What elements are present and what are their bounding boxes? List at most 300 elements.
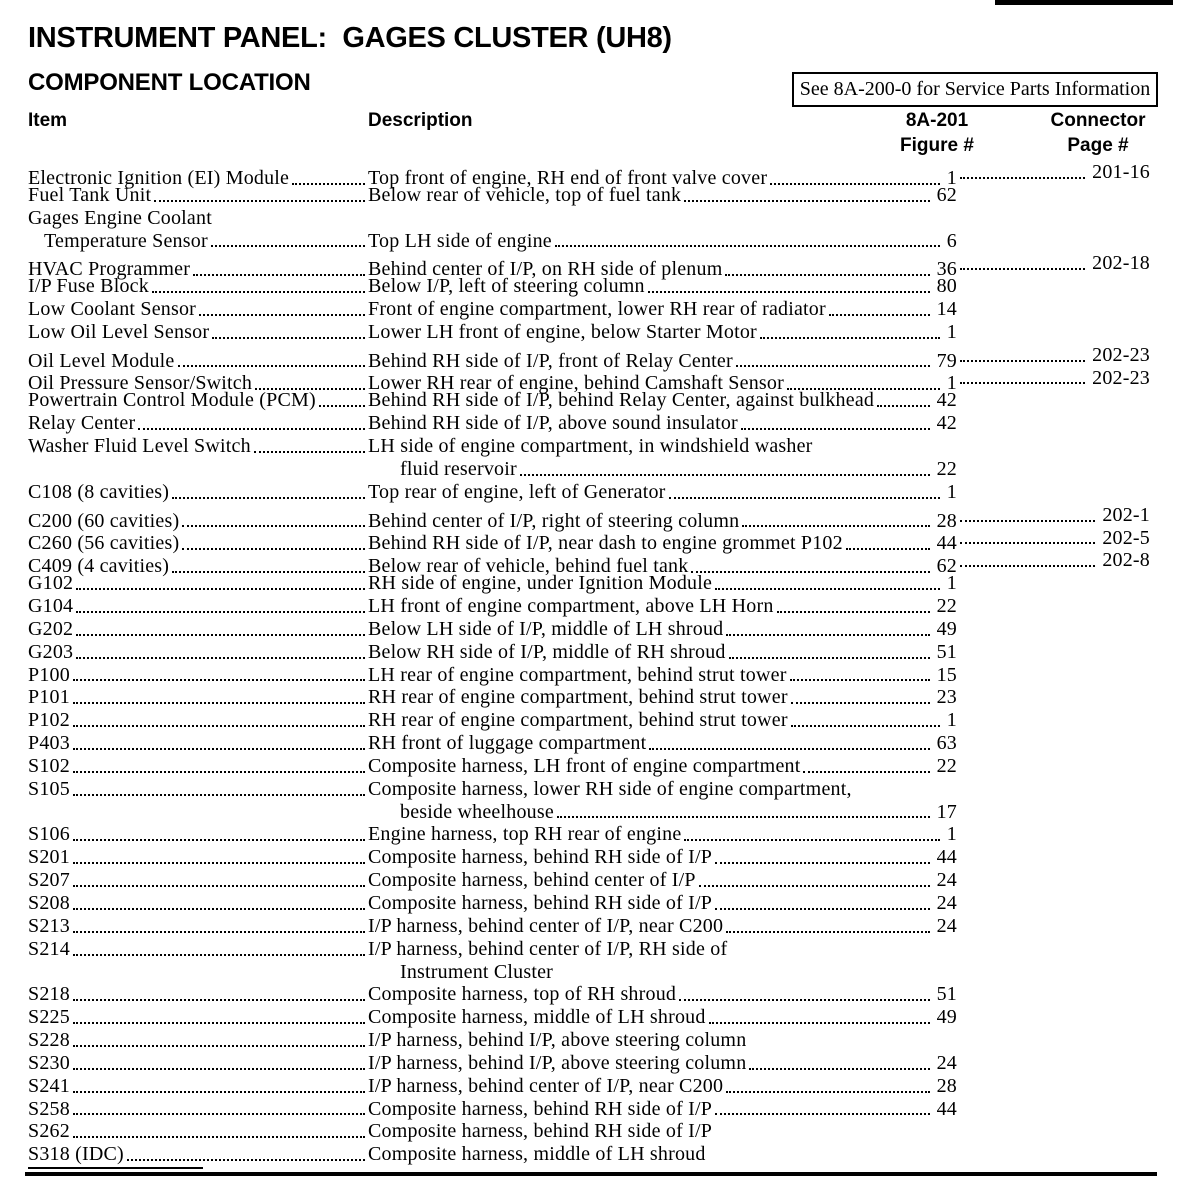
dot-leader [72, 846, 366, 869]
item-column [28, 298, 368, 321]
item-cell: Oil Pressure Sensor/Switch [28, 372, 253, 395]
connector-page: 202-1 [1102, 503, 1150, 526]
dot-leader [683, 823, 940, 846]
description-cell: Behind RH side of I/P, front of Relay Center [368, 349, 733, 372]
connector-column [957, 344, 1150, 367]
figure-number: 44 [936, 1097, 957, 1120]
item-cell: S258 [28, 1097, 70, 1120]
figure-number: 62 [936, 183, 957, 206]
dot-leader [72, 915, 366, 938]
table-row [28, 1098, 1157, 1121]
figure-number: 24 [936, 869, 957, 892]
description-column [368, 412, 957, 435]
description-cell: Lower RH rear of engine, behind Camshaft Sensor [368, 372, 784, 395]
item-column [28, 618, 368, 641]
dot-leader [181, 510, 366, 533]
table-row [28, 503, 1157, 532]
item-column [28, 1075, 368, 1098]
figure-number: 1 [946, 572, 957, 595]
item-cell: S106 [28, 823, 70, 846]
description-cell: Behind center of I/P, right of steering column [368, 509, 740, 532]
column-header-description: Description [368, 110, 473, 131]
dot-leader [683, 184, 930, 207]
description-column [368, 846, 957, 869]
dot-leader [72, 686, 366, 709]
item-column [28, 709, 368, 732]
dot-leader [748, 1052, 930, 1075]
description-column [368, 1052, 957, 1075]
dot-leader [72, 1006, 366, 1029]
item-column [28, 983, 368, 1006]
item-column [28, 755, 368, 778]
item-column [28, 938, 368, 961]
description-cell: I/P harness, behind I/P, above steering column [368, 1051, 747, 1074]
table-row [28, 664, 1157, 687]
item-cell: Low Oil Level Sensor [28, 320, 210, 343]
table-row [28, 709, 1157, 732]
item-cell: P102 [28, 709, 70, 732]
connector-page: 202-8 [1102, 549, 1150, 572]
figure-number: 22 [936, 754, 957, 777]
figure-number: 14 [936, 298, 957, 321]
item-cell: S228 [28, 1029, 70, 1052]
description-column [368, 618, 957, 641]
table-row [28, 1006, 1157, 1029]
table-row [28, 412, 1157, 435]
table-row [28, 892, 1157, 915]
table-row [28, 641, 1157, 664]
dot-leader [790, 686, 931, 709]
item-column [28, 412, 368, 435]
description-cell: Below rear of vehicle, top of fuel tank [368, 183, 682, 206]
description-column [368, 709, 957, 732]
bottom-rule-ghost [28, 1167, 203, 1169]
description-column [368, 892, 957, 915]
table-row [28, 983, 1157, 1006]
table-row [28, 595, 1157, 618]
connector-page: 201-16 [1092, 161, 1150, 183]
description-cell: Composite harness, behind center of I/P [368, 869, 696, 892]
dot-leader [728, 641, 931, 664]
item-cell: S214 [28, 937, 70, 960]
figure-number: 22 [936, 457, 957, 480]
connector-page: 202-18 [1092, 252, 1150, 275]
dot-leader [126, 1143, 366, 1166]
item-cell: Relay Center [28, 412, 136, 435]
connector-column [957, 504, 1150, 527]
figure-number: 49 [936, 1006, 957, 1029]
dot-leader [714, 572, 941, 595]
table-row [28, 961, 1157, 984]
table-row [28, 275, 1157, 298]
item-cell: Washer Fluid Level Switch [28, 435, 251, 458]
item-column [28, 846, 368, 869]
item-cell: C200 (60 cavities) [28, 509, 180, 532]
figure-number: 23 [936, 686, 957, 709]
scan-artifact-bar [995, 0, 1173, 5]
description-column [368, 801, 957, 824]
description-column [368, 595, 957, 618]
dot-leader [177, 350, 366, 373]
figure-number: 17 [936, 800, 957, 823]
item-column [28, 572, 368, 595]
description-cell: RH rear of engine compartment, behind strut tower [368, 709, 788, 732]
item-cell: Powertrain Control Module (PCM) [28, 389, 316, 412]
dot-leader [318, 389, 366, 412]
item-cell: P403 [28, 732, 70, 755]
connector-page: 202-5 [1102, 526, 1150, 549]
item-cell: S208 [28, 892, 70, 914]
table-row [28, 1029, 1157, 1052]
item-column [28, 435, 368, 458]
service-parts-note-box [792, 72, 1158, 107]
item-cell: Electronic Ignition (EI) Module [28, 166, 290, 189]
figure-number: 1 [946, 480, 957, 503]
dot-leader [959, 161, 1086, 184]
column-header-connector [1038, 108, 1158, 158]
item-column [28, 1143, 368, 1166]
column-header-figure-label: Figure # [900, 135, 974, 156]
item-cell: G202 [28, 617, 74, 640]
dot-leader [75, 572, 366, 595]
item-column [28, 1098, 368, 1121]
figure-number: 6 [946, 229, 957, 252]
description-column [368, 1143, 957, 1166]
description-column [368, 664, 957, 687]
dot-leader [556, 801, 931, 824]
dot-leader [72, 938, 366, 961]
dot-leader [151, 275, 366, 298]
description-column [368, 481, 957, 504]
description-cell: Composite harness, LH front of engine compartment [368, 754, 801, 777]
dot-leader [72, 869, 366, 892]
description-cell: LH front of engine compartment, above LH Horn [368, 595, 774, 618]
dot-leader [171, 481, 366, 504]
item-column [28, 778, 368, 801]
item-column [28, 184, 368, 207]
figure-number: 22 [936, 595, 957, 618]
component-location-table [28, 161, 1157, 1166]
figure-number: 28 [936, 1074, 957, 1097]
description-column [368, 686, 957, 709]
dot-leader [759, 321, 941, 344]
connector-column [957, 549, 1150, 572]
dot-leader [72, 1098, 366, 1121]
connector-page: 202-23 [1092, 343, 1150, 366]
table-row [28, 1052, 1157, 1075]
connector-column [957, 527, 1150, 550]
description-cell: Engine harness, top RH rear of engine [368, 823, 682, 846]
dot-leader [210, 230, 366, 253]
description-column [368, 961, 957, 984]
page-title: INSTRUMENT PANEL: GAGES CLUSTER (UH8) [28, 22, 672, 54]
column-header-connector-ref: Connector [1050, 110, 1146, 131]
table-row [28, 823, 1157, 846]
dot-leader [678, 983, 931, 1006]
description-cell: Behind center of I/P, on RH side of plenum [368, 258, 723, 281]
figure-number: 62 [936, 555, 957, 578]
dot-leader [668, 481, 941, 504]
item-cell: Temperature Sensor [44, 229, 208, 252]
figure-number: 1 [946, 320, 957, 343]
description-column [368, 938, 957, 961]
description-cell: RH rear of engine compartment, behind strut tower [368, 686, 788, 709]
figure-number: 1 [946, 823, 957, 846]
figure-number: 63 [936, 732, 957, 755]
item-column [28, 732, 368, 755]
dot-leader [72, 1120, 366, 1143]
description-cell: Behind RH side of I/P, near dash to engine grommet P102 [368, 532, 843, 555]
column-header-figure [887, 108, 987, 158]
description-cell: Composite harness, behind RH side of I/P [368, 892, 713, 914]
dot-leader [72, 1029, 366, 1052]
dot-leader [72, 755, 366, 778]
figure-number: 80 [936, 275, 957, 298]
description-cell: Top front of engine, RH end of front valve cover [368, 166, 768, 189]
dot-leader [714, 1098, 931, 1121]
item-column [28, 481, 368, 504]
figure-number: 42 [936, 389, 957, 412]
figure-number: 24 [936, 892, 957, 914]
description-cell: RH front of luggage compartment [368, 732, 647, 755]
table-row [28, 1143, 1157, 1166]
dot-leader [137, 412, 366, 435]
description-column [368, 510, 957, 533]
dot-leader [72, 709, 366, 732]
description-cell: fluid reservoir [400, 457, 517, 480]
description-column [368, 1075, 957, 1098]
description-column [368, 230, 957, 253]
table-row [28, 938, 1157, 961]
dot-leader [72, 732, 366, 755]
dot-leader [725, 618, 930, 641]
dot-leader [828, 298, 931, 321]
table-row [28, 298, 1157, 321]
dot-leader [776, 595, 931, 618]
item-cell: S318 (IDC) [28, 1143, 124, 1166]
item-column [28, 230, 368, 253]
connector-column [957, 252, 1150, 275]
item-cell: C108 (8 cavities) [28, 480, 170, 503]
figure-number: 42 [936, 412, 957, 435]
dot-leader [75, 618, 366, 641]
figure-number: 51 [936, 983, 957, 1006]
description-cell: Composite harness, top of RH shroud [368, 983, 677, 1006]
item-cell: S218 [28, 983, 70, 1006]
item-cell: I/P Fuse Block [28, 275, 149, 298]
item-cell: Oil Level Module [28, 349, 175, 372]
item-column [28, 915, 368, 938]
description-cell: LH side of engine compartment, in windshield washer [368, 435, 813, 458]
table-row [28, 778, 1157, 801]
description-cell: Front of engine compartment, lower RH rear of radiator [368, 298, 826, 321]
description-column [368, 755, 957, 778]
description-cell: Below RH side of I/P, middle of RH shroud [368, 640, 726, 663]
item-column [28, 275, 368, 298]
description-column [368, 1098, 957, 1121]
description-cell: Composite harness, middle of LH shroud [368, 1006, 706, 1029]
dot-leader [735, 350, 931, 373]
table-row [28, 1075, 1157, 1098]
item-column [28, 389, 368, 412]
item-cell: C260 (56 cavities) [28, 532, 180, 555]
description-cell: Below I/P, left of steering column [368, 275, 645, 298]
figure-number: 28 [936, 509, 957, 532]
table-row [28, 435, 1157, 458]
item-cell: Low Coolant Sensor [28, 298, 197, 321]
description-cell: I/P harness, behind I/P, above steering column [368, 1029, 747, 1052]
dot-leader [75, 595, 366, 618]
description-cell: Behind RH side of I/P, above sound insulator [368, 412, 738, 435]
dot-leader [647, 275, 931, 298]
item-cell: S105 [28, 777, 70, 800]
section-title: COMPONENT LOCATION [28, 69, 311, 96]
figure-number: 24 [936, 1051, 957, 1074]
table-row [28, 161, 1157, 189]
dot-leader [740, 412, 931, 435]
dot-leader [959, 527, 1096, 550]
item-cell: S241 [28, 1074, 70, 1097]
figure-number: 36 [936, 258, 957, 281]
figure-number: 44 [936, 532, 957, 555]
item-cell: HVAC Programmer [28, 258, 191, 281]
dot-leader [72, 664, 366, 687]
connector-page: 202-23 [1092, 366, 1150, 389]
item-cell: S207 [28, 869, 70, 892]
item-column [28, 1006, 368, 1029]
table-row [28, 915, 1157, 938]
dot-leader [959, 344, 1086, 367]
dot-leader [153, 184, 366, 207]
description-column [368, 732, 957, 755]
item-column [28, 823, 368, 846]
table-row [28, 1120, 1157, 1143]
dot-leader [959, 367, 1086, 390]
dot-leader [72, 778, 366, 801]
item-cell: Fuel Tank Unit [28, 183, 152, 206]
item-column [28, 664, 368, 687]
figure-number: 79 [936, 349, 957, 372]
description-cell: I/P harness, behind center of I/P, RH side of [368, 937, 728, 960]
table-row [28, 389, 1157, 412]
dot-leader [554, 230, 941, 253]
description-cell: RH side of engine, under Ignition Module [368, 572, 713, 595]
description-column [368, 532, 957, 555]
description-column [368, 1029, 957, 1052]
item-column [28, 1052, 368, 1075]
table-row [28, 572, 1157, 595]
item-column [28, 686, 368, 709]
dot-leader [181, 532, 366, 555]
dot-leader [72, 983, 366, 1006]
table-row [28, 458, 1157, 481]
dot-leader [72, 1052, 366, 1075]
item-column [28, 595, 368, 618]
description-column [368, 275, 957, 298]
dot-leader [741, 510, 930, 533]
item-column [28, 641, 368, 664]
description-cell: Below rear of vehicle, behind fuel tank [368, 555, 689, 578]
description-column [368, 983, 957, 1006]
dot-leader [72, 892, 366, 915]
description-cell: Composite harness, behind RH side of I/P [368, 1097, 713, 1120]
table-row [28, 230, 1157, 253]
item-cell: S230 [28, 1051, 70, 1074]
description-column [368, 458, 957, 481]
description-column [368, 184, 957, 207]
item-column [28, 1029, 368, 1052]
item-cell: G104 [28, 595, 74, 618]
dot-leader [876, 389, 930, 412]
dot-leader [714, 846, 931, 869]
dot-leader [959, 504, 1096, 527]
bottom-rule [25, 1172, 1157, 1176]
item-cell: S102 [28, 754, 70, 777]
description-cell: Lower LH front of engine, below Starter Motor [368, 320, 757, 343]
dot-leader [708, 1006, 931, 1029]
table-row [28, 321, 1157, 344]
dot-leader [211, 321, 366, 344]
description-column [368, 1120, 957, 1143]
item-cell: G203 [28, 640, 74, 663]
description-column [368, 869, 957, 892]
description-column [368, 321, 957, 344]
item-column [28, 510, 368, 533]
figure-number: 49 [936, 617, 957, 640]
table-row [28, 801, 1157, 824]
description-cell: Instrument Cluster [400, 960, 554, 983]
dot-leader [845, 532, 931, 555]
description-cell: Composite harness, behind RH side of I/P [368, 846, 713, 869]
description-column [368, 778, 957, 801]
item-cell: P101 [28, 686, 70, 709]
item-column [28, 321, 368, 344]
figure-number: 24 [936, 914, 957, 937]
table-row [28, 481, 1157, 504]
item-cell: Gages Engine Coolant [28, 206, 212, 229]
description-cell: Top rear of engine, left of Generator [368, 480, 666, 503]
dot-leader [725, 915, 930, 938]
description-cell: Behind RH side of I/P, behind Relay Center, against bulkhead [368, 389, 875, 412]
figure-number: 51 [936, 640, 957, 663]
table-row [28, 869, 1157, 892]
description-column [368, 915, 957, 938]
item-cell: S213 [28, 914, 70, 937]
column-header-connector-label: Page # [1067, 135, 1129, 156]
table-row [28, 343, 1157, 372]
dot-leader [789, 664, 931, 687]
description-cell: beside wheelhouse [400, 800, 554, 823]
dot-leader [198, 298, 366, 321]
table-row [28, 252, 1157, 281]
item-column [28, 532, 368, 555]
description-cell: I/P harness, behind center of I/P, near C200 [368, 1074, 724, 1097]
dot-leader [790, 709, 941, 732]
item-cell: C409 (4 cavities) [28, 555, 170, 578]
description-column [368, 823, 957, 846]
table-row [28, 755, 1157, 778]
table-row [28, 732, 1157, 755]
dot-leader [253, 435, 366, 458]
dot-leader [698, 869, 931, 892]
dot-leader [75, 641, 366, 664]
table-row [28, 846, 1157, 869]
figure-number: 1 [946, 372, 957, 395]
description-cell: I/P harness, behind center of I/P, near C200 [368, 914, 724, 937]
description-cell: Composite harness, lower RH side of engine compartment, [368, 777, 852, 800]
table-row [28, 686, 1157, 709]
item-cell: S201 [28, 846, 70, 869]
